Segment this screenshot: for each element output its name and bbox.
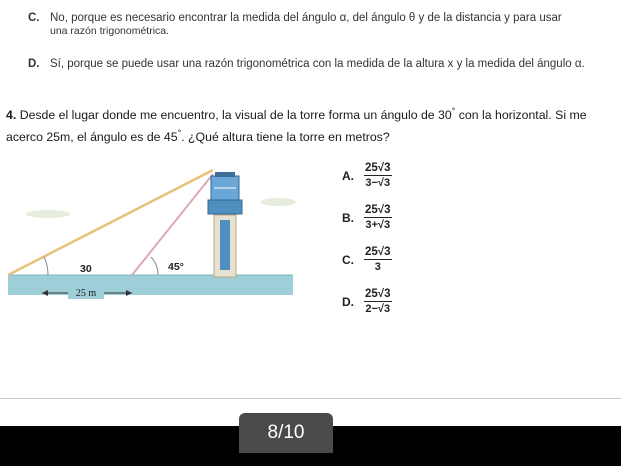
- numerator: 25√3: [365, 246, 391, 258]
- option-letter: D.: [28, 58, 40, 70]
- fraction: [364, 288, 392, 315]
- answer-option-d[interactable]: [342, 288, 392, 315]
- answer-option-a[interactable]: [342, 162, 392, 189]
- angle-arc-45: [151, 257, 158, 275]
- answer-letter: D.: [342, 294, 354, 309]
- sight-line-30: [8, 170, 213, 275]
- option-text-line2: una razón trigonométrica.: [50, 25, 170, 37]
- denominator: 3−√3: [365, 177, 391, 189]
- tower-illustration: [8, 160, 308, 310]
- cloud-shape: [260, 198, 296, 206]
- tower-figure: [8, 160, 308, 310]
- question-4: [6, 102, 618, 146]
- page-indicator-label: 8/10: [267, 422, 305, 443]
- answer-option-b[interactable]: [342, 204, 392, 231]
- numerator: 25√3: [365, 162, 391, 174]
- page-indicator[interactable]: [239, 413, 333, 453]
- denominator: 2−√3: [365, 303, 391, 315]
- option-text: No, porque es necesario encontrar la medida del ángulo α, del ángulo θ y de la distancia y para usar: [50, 12, 562, 24]
- degree-mark: °: [177, 128, 182, 139]
- answer-option-c[interactable]: [342, 246, 392, 273]
- numerator: 25√3: [365, 288, 391, 300]
- denominator: 3: [374, 261, 381, 273]
- degree-mark: °: [451, 106, 456, 116]
- angle-30-label: 30: [80, 263, 92, 275]
- fraction: [364, 162, 392, 189]
- answer-letter: B.: [342, 210, 354, 225]
- sight-line-45: [132, 174, 213, 275]
- option-letter: C.: [28, 12, 40, 24]
- option-c-previous: [28, 12, 562, 38]
- denominator: 3+√3: [365, 219, 391, 231]
- fraction: [364, 246, 392, 273]
- question-text-2: con la horizontal. Si me acerco 25m, el ángulo es de 45: [6, 108, 587, 145]
- answer-letter: C.: [342, 252, 354, 267]
- angle-45-label: 45°: [168, 261, 184, 273]
- page-divider: [0, 398, 621, 399]
- numerator: 25√3: [365, 204, 391, 216]
- tower-deck: [208, 200, 242, 214]
- distance-label: 25 m: [75, 288, 97, 299]
- water-strip: [8, 275, 293, 295]
- fraction: [364, 204, 392, 231]
- question-text-3: . ¿Qué altura tiene la torre en metros?: [181, 130, 390, 145]
- option-text: Sí, porque se puede usar una razón trigonométrica con la medida de la altura x y la medida del ángulo α.: [50, 58, 585, 70]
- angle-arc-30: [44, 257, 48, 275]
- option-d-previous: [28, 58, 585, 71]
- answer-letter: A.: [342, 168, 354, 183]
- question-number: 4.: [6, 108, 17, 123]
- question-text-1: Desde el lugar donde me encuentro, la visual de la torre forma un ángulo de 30: [19, 108, 452, 123]
- cloud-shape: [26, 210, 70, 218]
